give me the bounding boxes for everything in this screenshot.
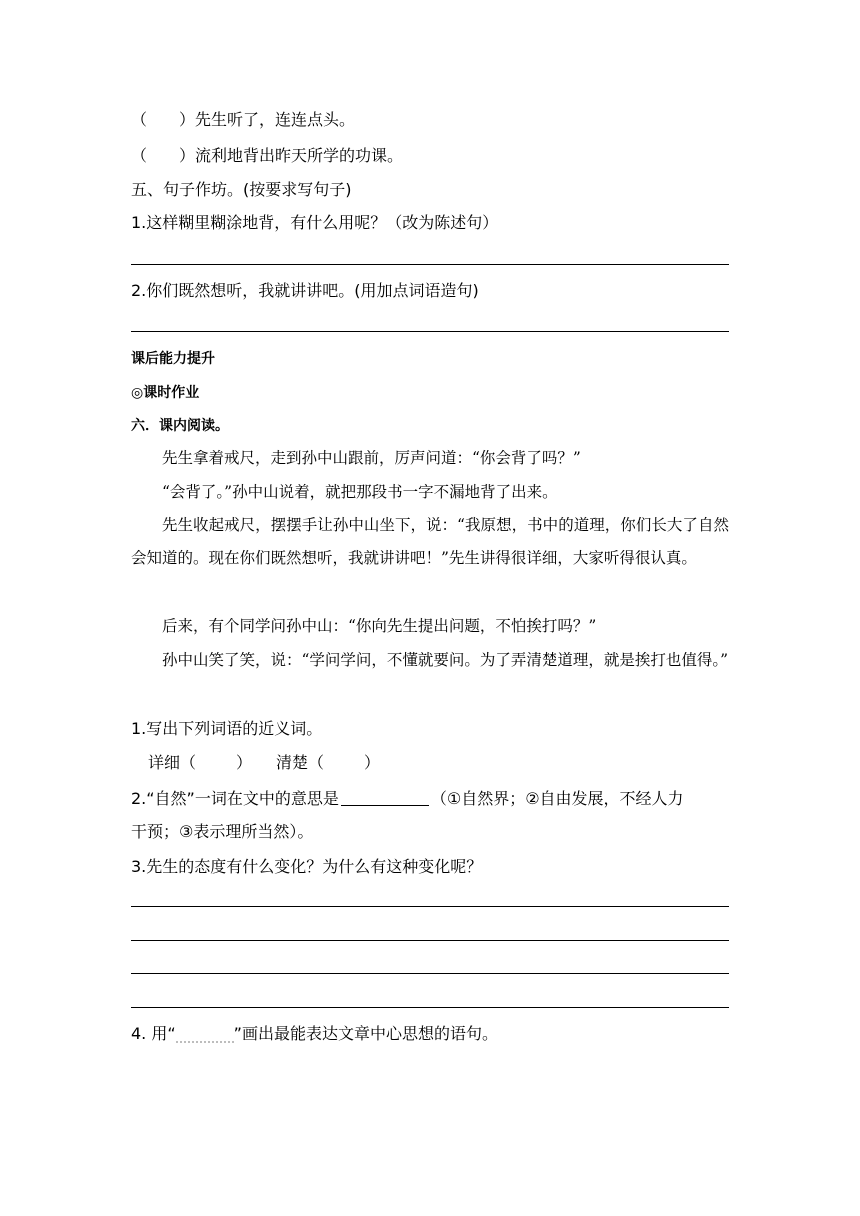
passage-paragraph-2: “会背了。”孙中山说着，就把那段书一字不漏地背了出来。 bbox=[162, 483, 558, 501]
question-3: 3.先生的态度有什么变化？为什么有这种变化呢？ bbox=[131, 857, 483, 876]
synonym-item-clear-close: ） bbox=[364, 753, 381, 772]
question-1: 1.写出下列词语的近义词。 bbox=[131, 719, 323, 738]
question-2 bbox=[131, 789, 684, 809]
answer-line-3-d[interactable] bbox=[131, 1007, 729, 1008]
option-line-2: （ ）流利地背出昨天所学的功课。 bbox=[131, 146, 404, 165]
question-4-end: ”画出最能表达文章中心思想的语句。 bbox=[233, 1024, 498, 1043]
question-2-blank[interactable] bbox=[341, 789, 429, 806]
option-line-1: （ ）先生听了，连连点头。 bbox=[131, 110, 356, 129]
answer-line-3-a[interactable] bbox=[131, 906, 729, 907]
question-2-line-2: 干预；③表示理所当然）。 bbox=[131, 822, 314, 841]
synonym-item-detail: 详细（ bbox=[148, 753, 197, 772]
question-4 bbox=[131, 1024, 498, 1044]
heading-after-class: 课后能力提升 bbox=[131, 351, 215, 367]
synonym-item-detail-close: ） bbox=[236, 753, 253, 772]
passage-paragraph-4: 后来，有个同学问孙中山：“你向先生提出问题，不怕挨打吗？” bbox=[162, 617, 597, 635]
answer-line-3-b[interactable] bbox=[131, 940, 729, 941]
section-five-title: 五、句子作坊。(按要求写句子) bbox=[131, 180, 352, 199]
question-4-start: 4. 用“ bbox=[131, 1024, 176, 1043]
heading-homework: ◎课时作业 bbox=[131, 385, 200, 401]
question-5-1: 1.这样糊里糊涂地背，有什么用呢？（改为陈述句） bbox=[131, 213, 499, 232]
passage-paragraph-5: 孙中山笑了笑，说：“学问学问，不懂就要问。为了弄清楚道理，就是挨打也值得。” bbox=[162, 651, 729, 669]
question-2-options: （①自然界；②自由发展，不经人力 bbox=[430, 789, 684, 808]
answer-line-3-c[interactable] bbox=[131, 973, 729, 974]
question-5-2: 2.你们既然想听，我就讲讲吧。(用加点词语造句) bbox=[131, 281, 479, 300]
synonym-item-clear: 清楚（ bbox=[276, 753, 325, 772]
question-2-start: 2.“自然”一词在文中的意思是 bbox=[131, 789, 339, 808]
passage-paragraph-3: 先生收起戒尺，摆摆手让孙中山坐下，说：“我原想，书中的道理，你们长大了自然会知道的。现在你们既然想听，我就讲讲吧！”先生讲得很详细，大家听得很认真。 bbox=[131, 516, 729, 567]
answer-line-5-2[interactable] bbox=[131, 331, 729, 332]
passage-paragraph-1: 先生拿着戒尺，走到孙中山跟前，厉声问道：“你会背了吗？” bbox=[162, 449, 581, 467]
wavy-underline-mark bbox=[176, 1027, 234, 1043]
heading-reading: 六．课内阅读。 bbox=[131, 418, 229, 434]
question-1-items bbox=[148, 753, 380, 773]
answer-line-5-1[interactable] bbox=[131, 264, 729, 265]
